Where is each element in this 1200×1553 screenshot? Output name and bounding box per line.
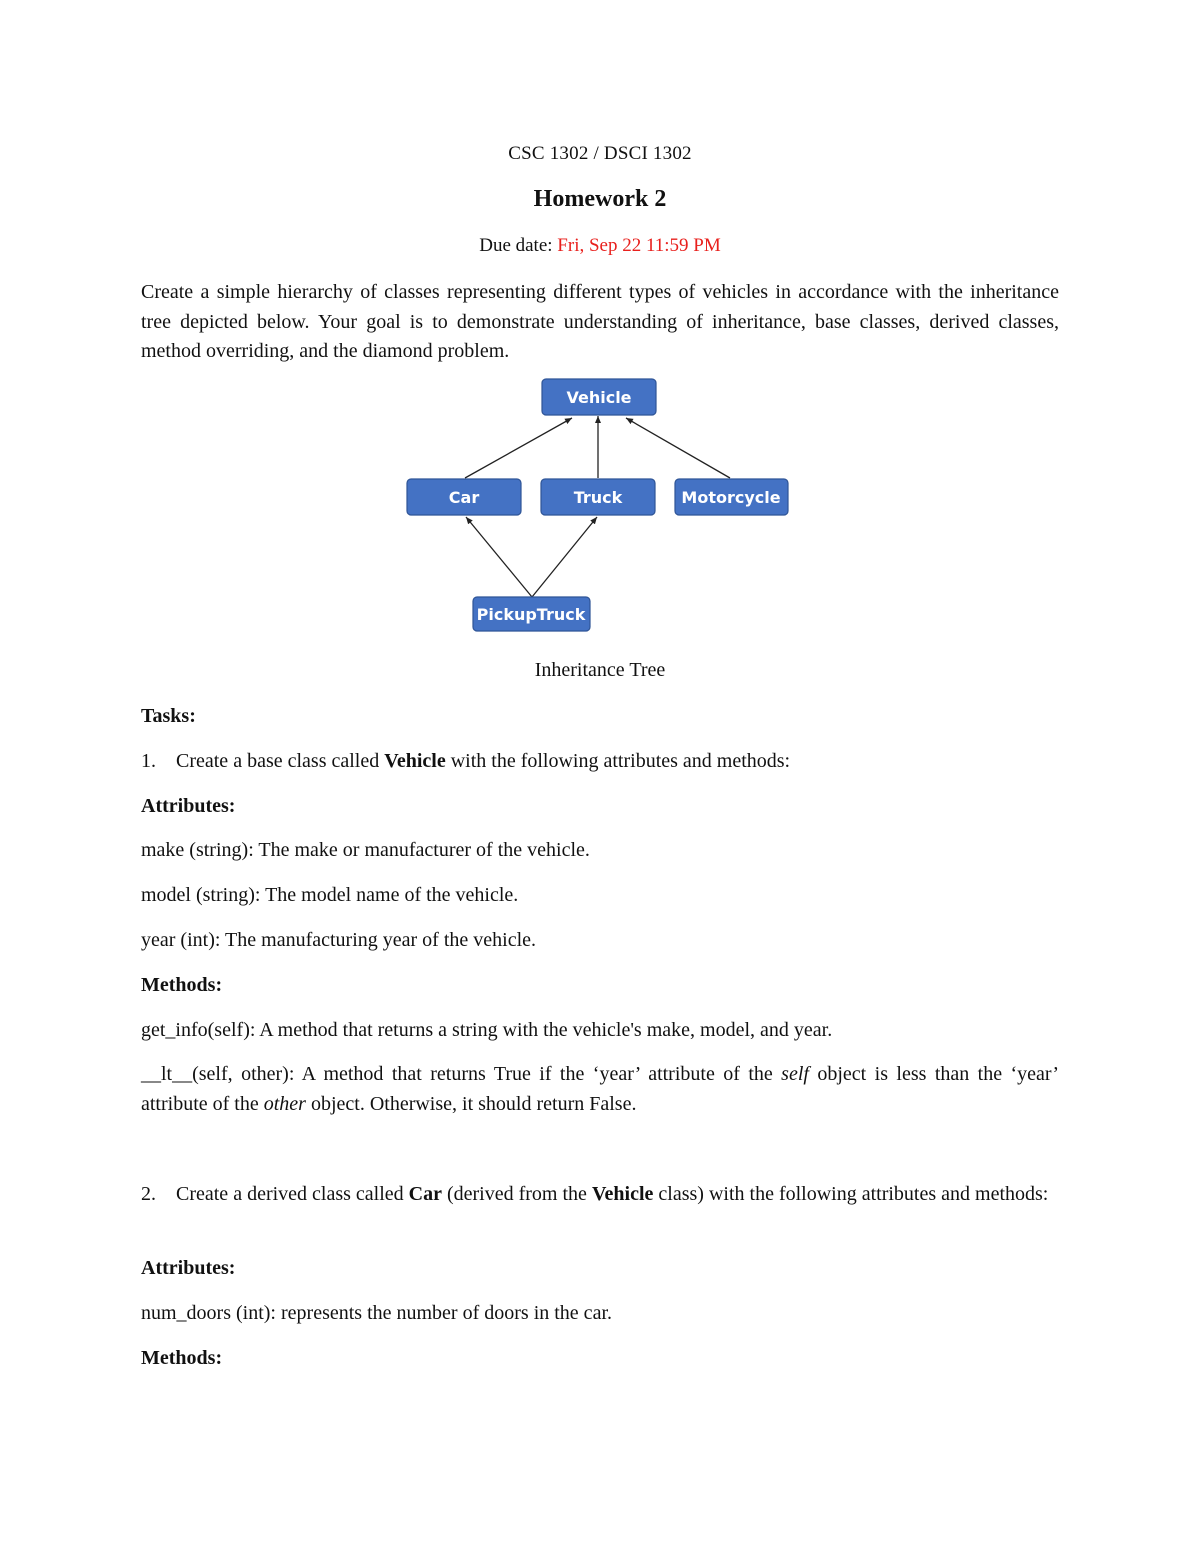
task2-base-name: Vehicle (591, 1183, 654, 1205)
task1-attribute-year: year (int): The manufacturing year of the vehicle. (141, 929, 537, 951)
task1-number: 1. (141, 750, 156, 772)
edge-pickup-car (466, 517, 532, 597)
inheritance-diagram (400, 370, 800, 640)
task1-class-name: Vehicle (384, 750, 446, 772)
task2-number: 2. (141, 1183, 156, 1205)
edge-motorcycle-vehicle (626, 418, 730, 478)
task1-text-post: with the following attributes and methods: (445, 750, 791, 772)
task2-attributes-heading: Attributes: (141, 1257, 236, 1279)
node-car-label: Car (448, 488, 480, 507)
task1-method-get-info: get_info(self): A method that returns a string with the vehicle's make, model, and year. (141, 1019, 833, 1041)
task1-text (176, 747, 1066, 776)
node-motorcycle-label: Motorcycle (681, 488, 781, 507)
node-car (407, 479, 521, 515)
tasks-heading: Tasks: (141, 705, 196, 727)
task1-text-pre: Create a base class called (176, 750, 385, 772)
task1-method-lt-other: other (263, 1092, 306, 1115)
node-truck-label: Truck (573, 488, 623, 507)
task1-method-lt (141, 1060, 1059, 1119)
edge-car-vehicle (465, 418, 572, 478)
edge-pickup-truck (532, 517, 597, 597)
task2-attribute-num-doors: num_doors (int): represents the number of doors in the car. (141, 1302, 612, 1324)
task2-text-pre: Create a derived class called (176, 1183, 409, 1205)
due-date-label: Due date: (479, 235, 558, 256)
task1-method-lt-part2: object is less than the ‘year’ attribute of the (141, 1063, 1059, 1115)
page-title: Homework 2 (533, 186, 667, 212)
course-code: CSC 1302 / DSCI 1302 (508, 143, 692, 164)
task1-attribute-make: make (string): The make or manufacturer of the vehicle. (141, 839, 590, 861)
node-vehicle (542, 379, 656, 415)
node-pickuptruck (473, 597, 590, 631)
task1-attributes-heading: Attributes: (141, 795, 236, 817)
task1-method-lt-part1: __lt__(self, other): A method that returns True if the ‘year’ attribute of the (141, 1063, 782, 1085)
diagram-caption: Inheritance Tree (534, 659, 666, 681)
task1-method-lt-part3: object. Otherwise, it should return False. (305, 1092, 637, 1115)
task2-text (176, 1180, 1066, 1209)
due-date (0, 235, 1200, 257)
node-truck (541, 479, 655, 515)
task1-methods-heading: Methods: (141, 974, 223, 996)
node-motorcycle (675, 479, 788, 515)
intro-paragraph: Create a simple hierarchy of classes representing different types of vehicles in accordance with the inheritance tree depicted below. Your goal is to demonstrate understanding of inheritance, base classes, derived classes, method overriding, and the diamond problem. (141, 281, 1059, 362)
task2-class-name: Car (408, 1183, 442, 1205)
node-vehicle-label: Vehicle (566, 388, 632, 407)
task2-methods-heading: Methods: (141, 1347, 223, 1369)
node-pickuptruck-label: PickupTruck (476, 605, 586, 624)
due-date-value: Fri, Sep 22 11:59 PM (557, 235, 721, 256)
task1-attribute-model: model (string): The model name of the vehicle. (141, 884, 519, 906)
task1-method-lt-self: self (781, 1063, 809, 1085)
task2-text-mid: (derived from the (441, 1183, 592, 1205)
task2-text-post: class) with the following attributes and methods: (653, 1183, 1049, 1205)
